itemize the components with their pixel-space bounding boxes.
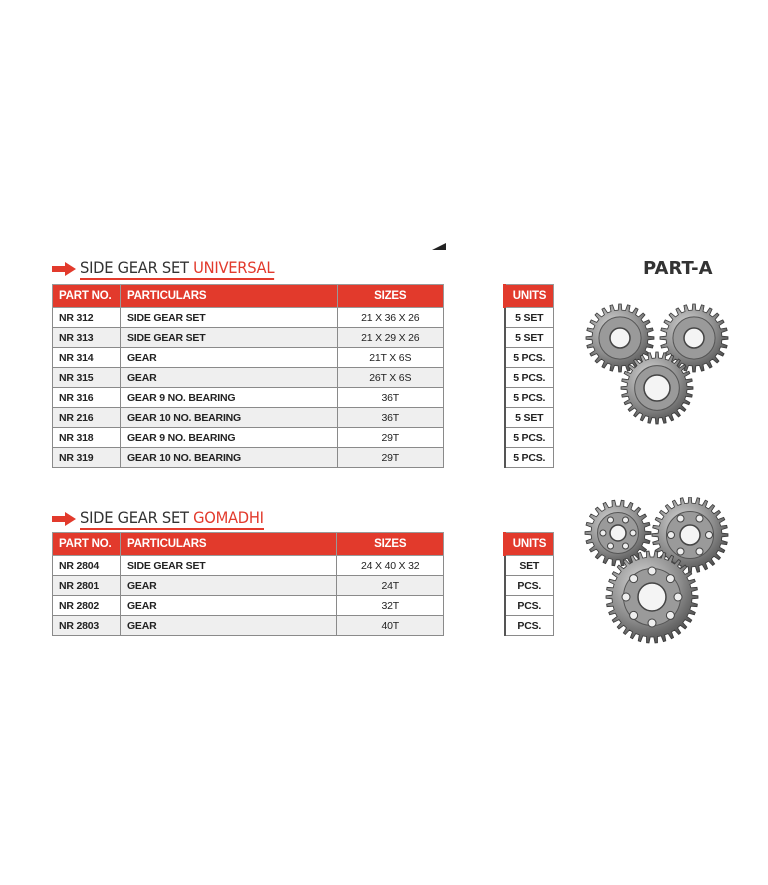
unit-cell: 5 PCS.	[505, 348, 554, 368]
header-units: UNITS	[505, 285, 554, 308]
table-row	[505, 596, 554, 616]
header-sizes: SIZES	[337, 533, 444, 556]
part-no-cell: NR 315	[53, 368, 121, 388]
part-no-cell: NR 319	[53, 448, 121, 468]
size-cell: 26T X 6S	[337, 368, 443, 388]
bolt-hole	[608, 517, 614, 523]
table-row	[505, 348, 554, 368]
bolt-hole	[623, 517, 629, 523]
bolt-hole	[630, 575, 638, 583]
size-cell: 32T	[337, 596, 444, 616]
part-no-cell: NR 312	[53, 308, 121, 328]
particulars-cell: GEAR 9 NO. BEARING	[120, 428, 337, 448]
size-cell: 40T	[337, 616, 444, 636]
section-title-gomadhi	[52, 508, 280, 530]
table-header-row	[53, 533, 444, 556]
table-row	[505, 556, 554, 576]
bolt-hole	[666, 575, 674, 583]
particulars-cell: GEAR 9 NO. BEARING	[120, 388, 337, 408]
particulars-cell: GEAR	[120, 368, 337, 388]
unit-cell: PCS.	[505, 576, 554, 596]
arrow-right-icon	[52, 512, 76, 526]
part-no-cell: NR 2803	[53, 616, 121, 636]
bolt-hole	[600, 530, 606, 536]
section-heading: SIDE GEAR SET GOMADHI	[80, 508, 264, 530]
table-row	[505, 616, 554, 636]
size-cell: 24T	[337, 576, 444, 596]
header-units: UNITS	[505, 533, 554, 556]
table-header-row	[53, 285, 444, 308]
part-no-cell: NR 318	[53, 428, 121, 448]
table-row	[53, 596, 444, 616]
table-row	[53, 428, 444, 448]
header-sizes: SIZES	[337, 285, 443, 308]
particulars-cell: GEAR	[120, 596, 336, 616]
header-particulars: PARTICULARS	[120, 533, 336, 556]
unit-cell: PCS.	[505, 596, 554, 616]
bolt-hole	[696, 515, 703, 522]
table-row	[53, 388, 444, 408]
particulars-cell: GEAR 10 NO. BEARING	[120, 448, 337, 468]
bolt-hole	[674, 593, 682, 601]
particulars-cell: GEAR	[120, 616, 336, 636]
part-label: PART-A	[643, 258, 713, 279]
header-part-no: PART NO.	[53, 533, 121, 556]
size-cell: 21 X 36 X 26	[337, 308, 443, 328]
unit-cell: PCS.	[505, 616, 554, 636]
bolt-hole	[666, 611, 674, 619]
table-row	[505, 328, 554, 348]
unit-cell: 5 SET	[505, 308, 554, 328]
unit-cell: 5 PCS.	[505, 368, 554, 388]
universal-parts-table	[52, 284, 444, 468]
table-header-row	[505, 285, 554, 308]
table-row	[505, 448, 554, 468]
size-cell: 24 X 40 X 32	[337, 556, 444, 576]
bolt-hole	[630, 611, 638, 619]
table-row	[53, 308, 444, 328]
header-particulars: PARTICULARS	[120, 285, 337, 308]
gomadhi-parts-table	[52, 532, 444, 636]
table-row	[505, 308, 554, 328]
part-no-cell: NR 216	[53, 408, 121, 428]
table-row	[53, 408, 444, 428]
part-no-cell: NR 2801	[53, 576, 121, 596]
size-cell: 21 X 29 X 26	[337, 328, 443, 348]
table-row	[53, 368, 444, 388]
table-row	[53, 348, 444, 368]
table-row	[53, 556, 444, 576]
bolt-hole	[677, 548, 684, 555]
bolt-hole	[648, 567, 656, 575]
table-row	[505, 368, 554, 388]
table-row	[53, 328, 444, 348]
bolt-hole	[696, 548, 703, 555]
size-cell: 29T	[337, 448, 443, 468]
bolt-hole	[623, 543, 629, 549]
particulars-cell: SIDE GEAR SET	[120, 556, 336, 576]
side-gear-set-gomadhi-photo	[580, 497, 735, 647]
unit-cell: 5 SET	[505, 328, 554, 348]
bolt-hole	[622, 593, 630, 601]
particulars-cell: SIDE GEAR SET	[120, 328, 337, 348]
table-row	[53, 576, 444, 596]
bolt-hole	[706, 532, 713, 539]
bolt-hole	[677, 515, 684, 522]
size-cell: 36T	[337, 388, 443, 408]
corner-mark	[432, 243, 446, 250]
unit-cell: 5 PCS.	[505, 448, 554, 468]
bolt-hole	[608, 543, 614, 549]
unit-cell: 5 SET	[505, 408, 554, 428]
particulars-cell: GEAR	[120, 576, 336, 596]
table-row	[505, 576, 554, 596]
part-no-cell: NR 2802	[53, 596, 121, 616]
particulars-cell: SIDE GEAR SET	[120, 308, 337, 328]
table-row	[505, 388, 554, 408]
universal-units-table	[503, 284, 554, 468]
side-gear-set-universal-photo	[582, 300, 732, 425]
particulars-cell: GEAR	[120, 348, 337, 368]
unit-cell: 5 PCS.	[505, 388, 554, 408]
size-cell: 29T	[337, 428, 443, 448]
unit-cell: SET	[505, 556, 554, 576]
part-no-cell: NR 314	[53, 348, 121, 368]
arrow-right-icon	[52, 262, 76, 276]
particulars-cell: GEAR 10 NO. BEARING	[120, 408, 337, 428]
bolt-hole	[668, 532, 675, 539]
table-row	[505, 428, 554, 448]
part-no-cell: NR 2804	[53, 556, 121, 576]
unit-cell: 5 PCS.	[505, 428, 554, 448]
part-no-cell: NR 313	[53, 328, 121, 348]
table-row	[53, 448, 444, 468]
bolt-hole	[630, 530, 636, 536]
part-no-cell: NR 316	[53, 388, 121, 408]
size-cell: 36T	[337, 408, 443, 428]
header-part-no: PART NO.	[53, 285, 121, 308]
table-row	[53, 616, 444, 636]
size-cell: 21T X 6S	[337, 348, 443, 368]
gomadhi-units-table	[503, 532, 554, 636]
section-heading: SIDE GEAR SET UNIVERSAL	[80, 258, 274, 280]
table-row	[505, 408, 554, 428]
table-header-row	[505, 533, 554, 556]
section-title-universal	[52, 258, 291, 280]
bolt-hole	[648, 619, 656, 627]
